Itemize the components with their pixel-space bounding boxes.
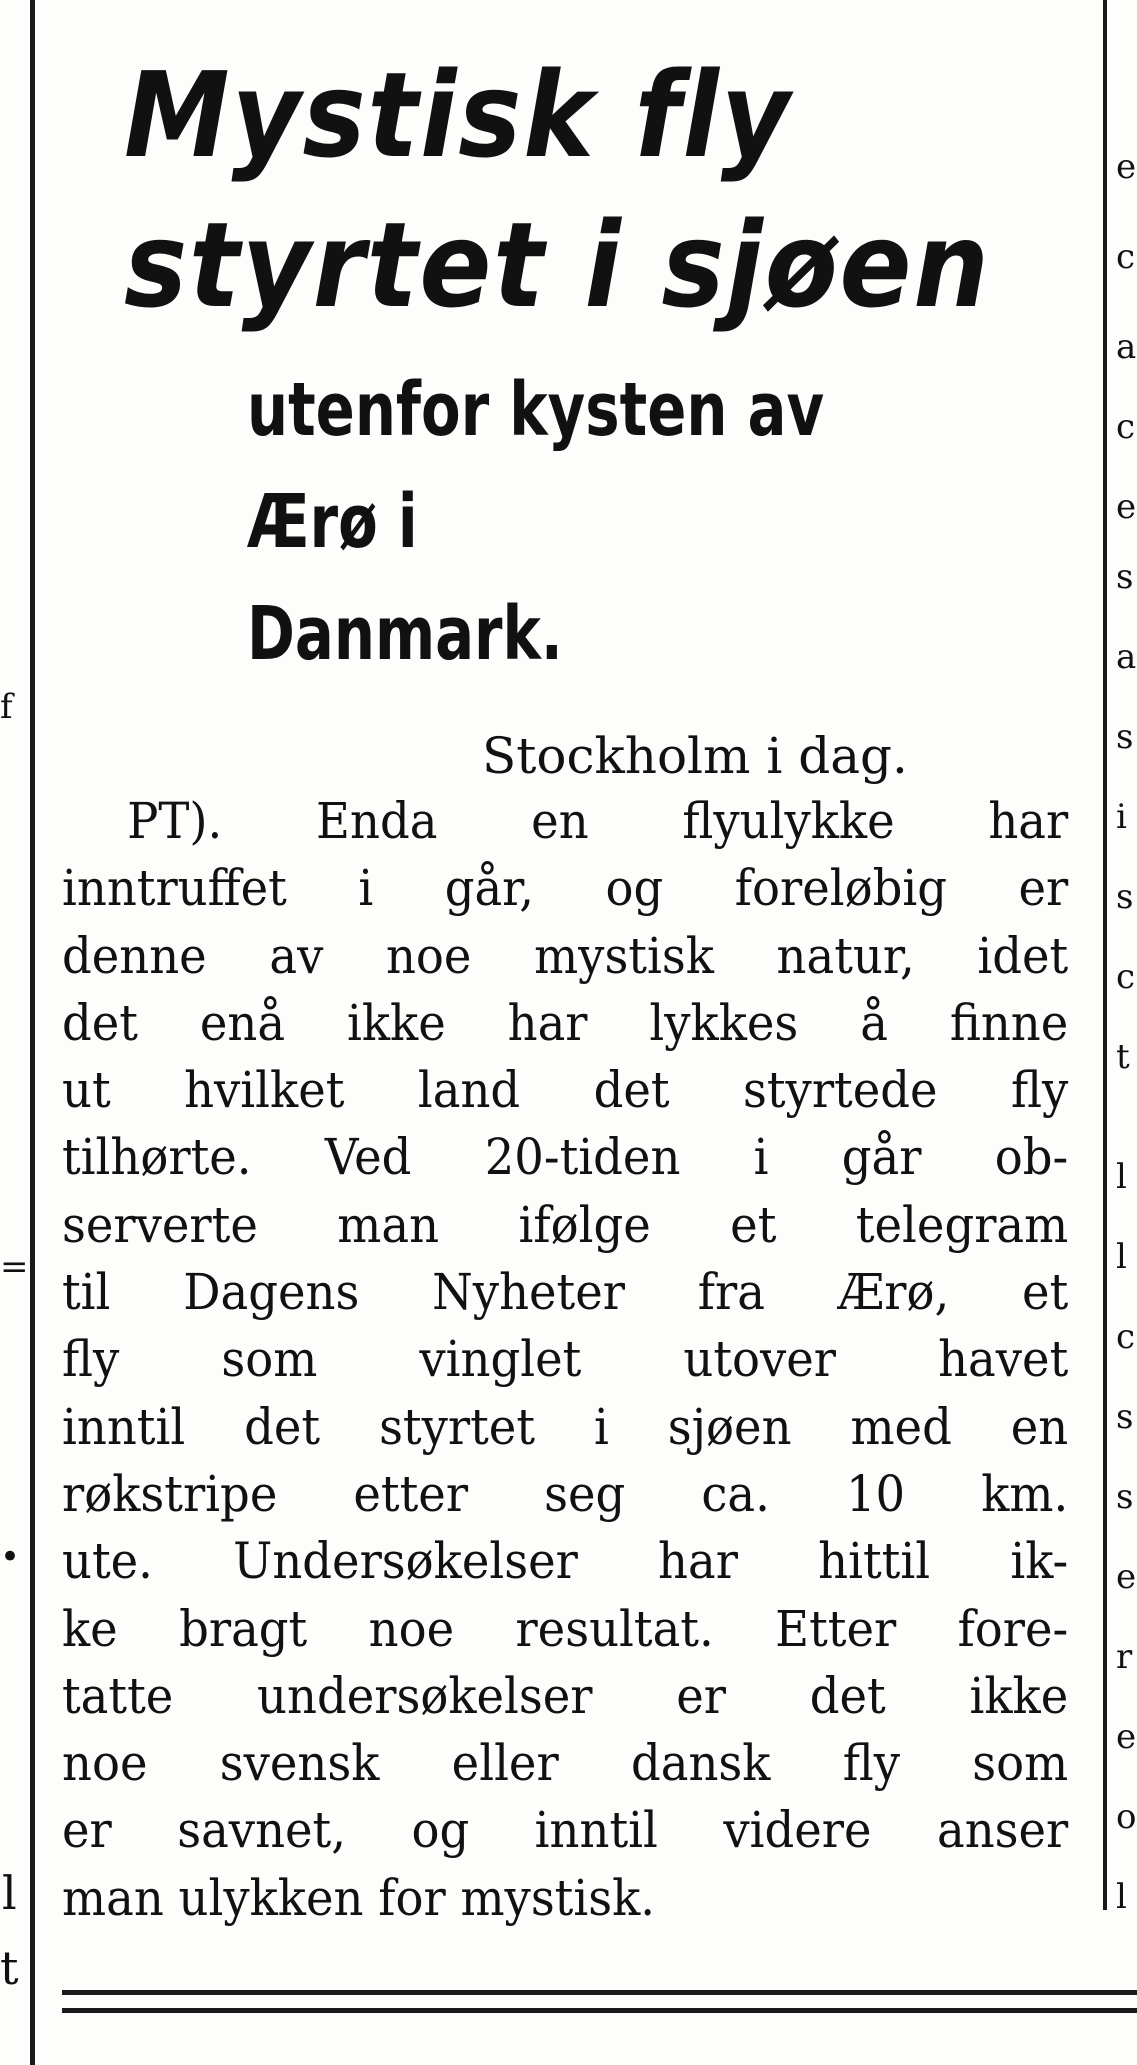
- body-line: det enå ikke har lykkes å finne: [62, 993, 1069, 1052]
- left-fragment: f: [0, 687, 13, 727]
- right-fragment: e: [1116, 1557, 1137, 1597]
- right-fragment: c: [1116, 237, 1136, 277]
- body-line: inntil det styrtet i sjøen med en: [62, 1397, 1069, 1456]
- right-column-rule: [1103, 0, 1107, 1910]
- body-line: ute. Undersøkelser har hittil ik-: [62, 1532, 1069, 1591]
- body-line: tilhørte. Ved 20-tiden i går ob-: [62, 1128, 1069, 1187]
- right-fragment: a: [1116, 327, 1137, 367]
- right-fragment: s: [1116, 557, 1134, 597]
- subheadline-line: utenfor kysten av Ærø i: [247, 367, 825, 565]
- news-article: [62, 40, 1092, 1932]
- left-column-rule: [30, 0, 35, 2065]
- right-fragment: l: [1116, 1877, 1127, 1917]
- bottom-double-rule-top: [62, 1990, 1137, 1995]
- body-line: serverte man ifølge et telegram: [62, 1195, 1069, 1254]
- right-fragment: l: [1116, 1157, 1127, 1197]
- right-fragment: r: [1116, 1637, 1133, 1677]
- dateline: Stockholm i dag.: [482, 727, 908, 785]
- right-fragment: i: [1116, 797, 1127, 837]
- right-fragment: s: [1116, 877, 1134, 917]
- headline-line: styrtet i sjøen: [124, 196, 991, 334]
- bottom-double-rule-bottom: [62, 2008, 1137, 2013]
- right-fragment: e: [1116, 1717, 1137, 1757]
- body-line: noe svensk eller dansk fly som: [62, 1734, 1069, 1793]
- right-fragment: c: [1116, 1317, 1136, 1357]
- right-fragment: s: [1116, 1477, 1134, 1517]
- subheadline-line: Danmark.: [247, 591, 563, 677]
- body-line: fly som vinglet utover havet: [62, 1330, 1069, 1389]
- body-line: ut hvilket land det styrtede fly: [62, 1061, 1069, 1120]
- right-fragment: c: [1116, 957, 1136, 997]
- article-body: [62, 788, 1092, 1932]
- body-line: PT). Enda en flyulykke har: [127, 792, 1069, 850]
- right-fragment: s: [1116, 717, 1134, 757]
- body-line: til Dagens Nyheter fra Ærø, et: [62, 1263, 1069, 1322]
- body-line: inntruffet i går, og foreløbig er: [62, 859, 1069, 918]
- right-fragment: a: [1116, 637, 1137, 677]
- left-fragment: =: [0, 1247, 29, 1287]
- body-line: tatte undersøkelser er det ikke: [62, 1666, 1069, 1725]
- subheadline: [247, 354, 949, 690]
- body-line: denne av noe mystisk natur, idet: [62, 926, 1069, 985]
- body-line: ke bragt noe resultat. Etter fore-: [62, 1599, 1069, 1658]
- right-fragment: c: [1116, 407, 1136, 447]
- right-fragment: e: [1116, 147, 1137, 187]
- left-fragment: t: [0, 1941, 19, 1995]
- left-fragment: •: [0, 1537, 21, 1577]
- body-line: man ulykken for mystisk.: [62, 1868, 656, 1927]
- right-fragment: l: [1116, 1237, 1127, 1277]
- right-fragment: o: [1116, 1797, 1137, 1837]
- right-fragment: e: [1116, 487, 1137, 527]
- right-fragment: s: [1116, 1397, 1134, 1437]
- headline-line: Mystisk fly: [124, 46, 792, 184]
- body-line: røkstripe etter seg ca. 10 km.: [62, 1464, 1069, 1523]
- left-fragment: l: [2, 1866, 17, 1920]
- right-fragment: t: [1116, 1037, 1130, 1077]
- headline: [124, 40, 995, 340]
- body-line: er savnet, og inntil videre anser: [62, 1801, 1069, 1860]
